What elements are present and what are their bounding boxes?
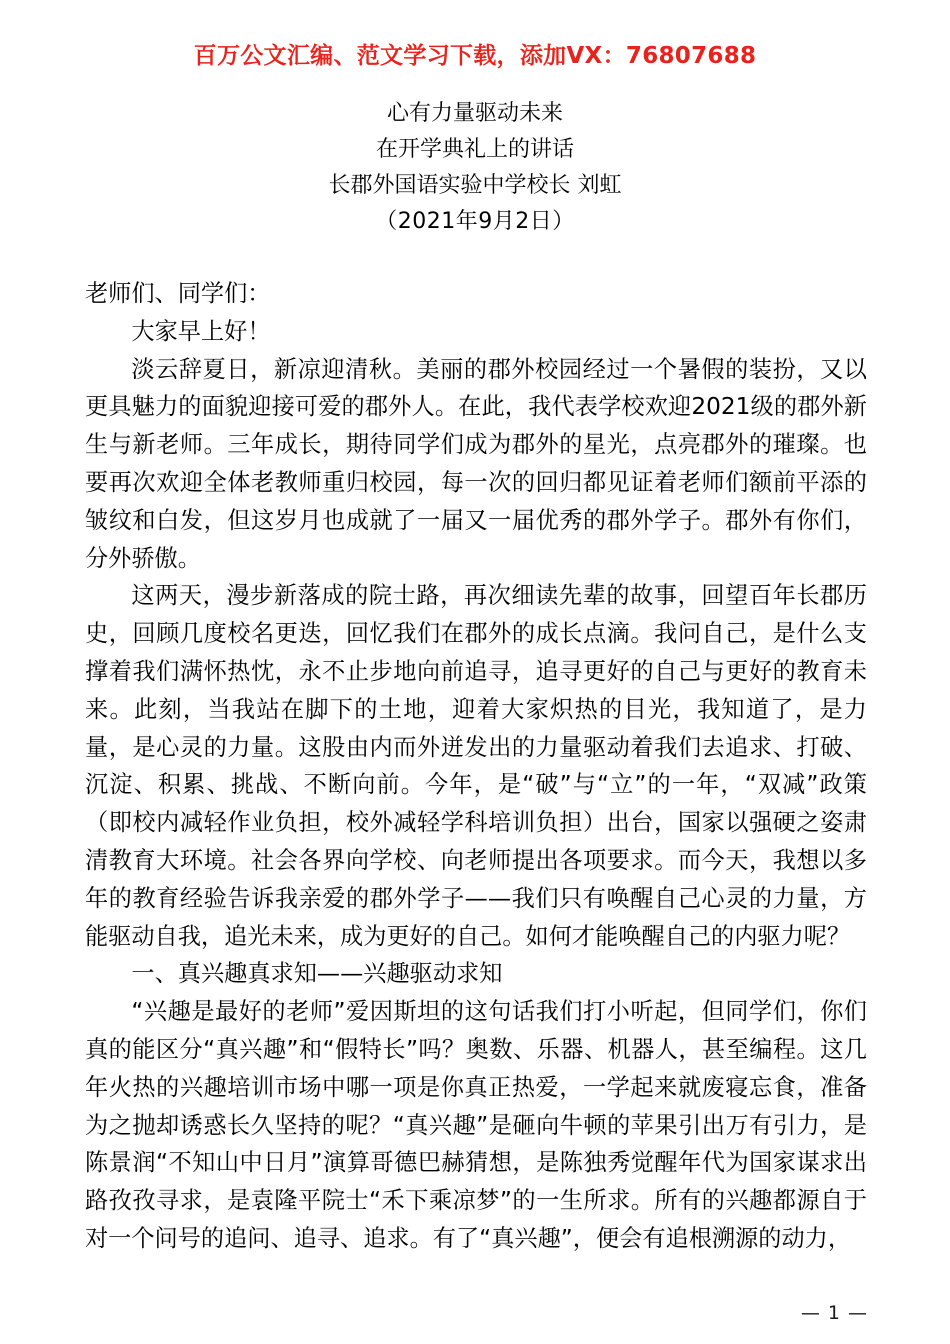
- section-heading: 一、真兴趣真求知——兴趣驱动求知: [131, 960, 503, 988]
- document-body: [85, 275, 867, 1258]
- page-number-footer: — 1 —: [800, 1302, 868, 1324]
- promo-watermark-banner: 百万公文汇编、范文学习下载，添加VX：76807688: [193, 43, 757, 69]
- document-title-date: （2021年9月2日）: [375, 209, 575, 234]
- document-title-main: 心有力量驱动未来: [386, 101, 563, 126]
- body-paragraph: 淡云辞夏日，新凉迎清秋。美丽的郡外校园经过一个暑假的装扮，又以更具魅力的面貌迎接可爱的郡外人。在此，我代表学校欢迎2021级的郡外新生与新老师。三年成长，期待同学们成为郡外的星光，点亮郡外的璀璨。也要再次欢迎全体老教师重归校园，每一次的回归都见证着老师们额前平添的皱纹和白发，但这岁月也成就了一届又一届优秀的郡外学子。郡外有你们，分外骄傲。: [85, 355, 867, 572]
- salutation-line: 老师们、同学们：: [85, 280, 271, 307]
- document-title-block: [0, 96, 950, 240]
- body-paragraph: “兴趣是最好的老师”爱因斯坦的这句话我们打小听起，但同学们，你们真的能区分“真兴趣”和“假特长”吗？奥数、乐器、机器人，甚至编程。这几年火热的兴趣培训市场中哪一项是你真正热爱，一学起来就废寝忘食，准备为之抛却诱惑长久坚持的呢？“真兴趣”是砸向牛顿的苹果引出万有引力，是陈景润“不知山中日月”演算哥德巴赫猜想，是陈独秀觉醒年代为国家谋求出路孜孜寻求，是袁隆平院士“禾下乘凉梦”的一生所求。所有的兴趣都源自于对一个问号的追问、追寻、追求。有了“真兴趣”，便会有追根溯源的动力，: [85, 998, 867, 1252]
- document-title-subtitle: 在开学典礼上的讲话: [375, 137, 574, 162]
- body-paragraph: 这两天，漫步新落成的院士路，再次细读先辈的故事，回望百年长郡历史，回顾几度校名更迭，回忆我们在郡外的成长点滴。我问自己，是什么支撑着我们满怀热忱，永不止步地向前追寻，追寻更好的自己与更好的教育未来。此刻，当我站在脚下的土地，迎着大家炽热的目光，我知道了，是力量，是心灵的力量。这股由内而外迸发出的力量驱动着我们去追求、打破、沉淀、积累、挑战、不断向前。今年，是“破”与“立”的一年，“双减”政策（即校内减轻作业负担，校外减轻学科培训负担）出台，国家以强硬之姿肃清教育大环境。社会各界向学校、向老师提出各项要求。而今天，我想以多年的教育经验告诉我亲爱的郡外学子——我们只有唤醒自己心灵的力量，方能驱动自我，追光未来，成为更好的自己。如何才能唤醒自己的内驱力呢？: [85, 582, 867, 950]
- document-title-author: 长郡外国语实验中学校长 刘虹: [328, 173, 622, 198]
- greeting-line: 大家早上好！: [131, 317, 271, 345]
